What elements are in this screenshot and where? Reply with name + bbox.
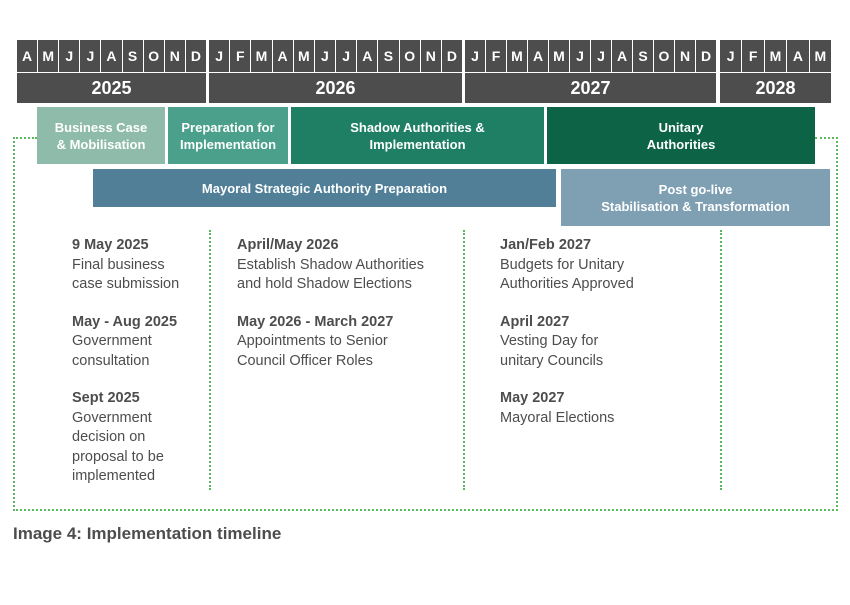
month-cell: J bbox=[315, 40, 336, 72]
month-cell: J bbox=[80, 40, 101, 72]
month-cell: M bbox=[294, 40, 315, 72]
month-cell: S bbox=[378, 40, 399, 72]
phase-preparation: Preparation for Implementation bbox=[168, 107, 288, 164]
milestone bbox=[72, 389, 207, 487]
month-cell: M bbox=[549, 40, 570, 72]
phase-shadow-authorities: Shadow Authorities & Implementation bbox=[291, 107, 544, 164]
month-cell: D bbox=[446, 48, 458, 64]
month-row bbox=[720, 40, 831, 73]
month-cell: A bbox=[787, 40, 809, 72]
month-cell: J bbox=[336, 40, 357, 72]
milestone-column-2026 bbox=[237, 236, 461, 389]
milestone bbox=[72, 236, 207, 295]
phase-post-golive: Post go-live Stabilisation & Transformation bbox=[561, 169, 830, 226]
milestone bbox=[72, 313, 207, 372]
dotted-frame-top-right bbox=[815, 137, 838, 139]
month-cell: F bbox=[230, 40, 251, 72]
milestone bbox=[237, 313, 461, 372]
month-row bbox=[209, 40, 462, 73]
milestone-date: May 2027 bbox=[500, 390, 565, 406]
month-cell: N bbox=[421, 40, 442, 72]
milestone-date: 9 May 2025 bbox=[72, 237, 149, 253]
month-cell: A bbox=[17, 40, 38, 72]
month-cell: A bbox=[612, 40, 633, 72]
phase-mayoral-preparation: Mayoral Strategic Authority Preparation bbox=[93, 169, 556, 207]
month-cell: F bbox=[486, 40, 507, 72]
figure-caption: Image 4: Implementation timeline bbox=[13, 524, 282, 543]
year-label-2027: 2027 bbox=[570, 77, 611, 98]
year-block-2027 bbox=[465, 40, 716, 103]
milestone-date: Jan/Feb 2027 bbox=[500, 237, 592, 253]
year-block-2026 bbox=[209, 40, 462, 103]
dotted-frame-top-left bbox=[13, 137, 37, 139]
milestone-date: Sept 2025 bbox=[72, 390, 140, 406]
milestone-description: Vesting Day for unitary Councils bbox=[500, 333, 604, 369]
milestone-date: April/May 2026 bbox=[237, 237, 339, 253]
month-cell: J bbox=[720, 40, 742, 72]
month-row bbox=[465, 40, 716, 73]
milestone-description: Government decision on proposal to be implemented bbox=[72, 409, 164, 484]
milestone-column-2027 bbox=[500, 236, 715, 446]
month-cell: N bbox=[165, 40, 186, 72]
milestone-date: April 2027 bbox=[500, 313, 570, 330]
month-cell: S bbox=[633, 40, 654, 72]
year-label-2026: 2026 bbox=[315, 77, 356, 98]
month-cell: F bbox=[742, 40, 764, 72]
milestone-column-2025 bbox=[72, 236, 207, 505]
milestone-description: Final business case submission bbox=[72, 256, 180, 292]
milestone-description: Budgets for Unitary Authorities Approved bbox=[500, 256, 634, 292]
milestone bbox=[500, 236, 715, 295]
month-cell: M bbox=[38, 40, 59, 72]
year-label-2025: 2025 bbox=[91, 77, 132, 98]
month-cell: J bbox=[570, 40, 591, 72]
month-cell: A bbox=[101, 40, 122, 72]
milestone-description: Appointments to Senior Council Officer Roles bbox=[237, 333, 388, 369]
milestone-date: May - Aug 2025 bbox=[72, 313, 178, 330]
milestone bbox=[237, 236, 461, 295]
month-cell: N bbox=[675, 40, 696, 72]
milestone bbox=[500, 313, 715, 372]
month-cell: M bbox=[251, 40, 272, 72]
milestone-date: May 2026 - March 2027 bbox=[237, 313, 394, 330]
month-cell: J bbox=[591, 40, 612, 72]
year-block-2028 bbox=[720, 40, 831, 103]
month-cell: A bbox=[273, 40, 294, 72]
column-divider bbox=[209, 230, 211, 490]
month-cell: M bbox=[814, 48, 827, 64]
month-row bbox=[17, 40, 206, 73]
milestone bbox=[500, 389, 715, 428]
month-cell: A bbox=[528, 40, 549, 72]
month-cell: J bbox=[59, 40, 80, 72]
milestone-description: Government consultation bbox=[72, 333, 152, 369]
month-cell: M bbox=[765, 40, 787, 72]
column-divider bbox=[463, 230, 465, 490]
month-cell: A bbox=[357, 40, 378, 72]
column-divider bbox=[720, 230, 722, 490]
month-cell: J bbox=[209, 40, 230, 72]
milestone-description: Establish Shadow Authorities and hold Shadow Elections bbox=[237, 256, 424, 292]
month-cell: O bbox=[144, 40, 165, 72]
year-block-2025 bbox=[17, 40, 206, 103]
month-cell: O bbox=[400, 40, 421, 72]
month-cell: J bbox=[465, 40, 486, 72]
phase-unitary-authorities: Unitary Authorities bbox=[547, 107, 815, 164]
milestone-description: Mayoral Elections bbox=[500, 409, 615, 426]
month-cell: D bbox=[190, 48, 201, 64]
year-label-2028: 2028 bbox=[755, 77, 796, 98]
month-cell: S bbox=[123, 40, 144, 72]
month-cell: O bbox=[654, 40, 675, 72]
month-cell: M bbox=[507, 40, 528, 72]
month-cell: D bbox=[700, 48, 712, 64]
phase-business-case: Business Case & Mobilisation bbox=[37, 107, 165, 164]
